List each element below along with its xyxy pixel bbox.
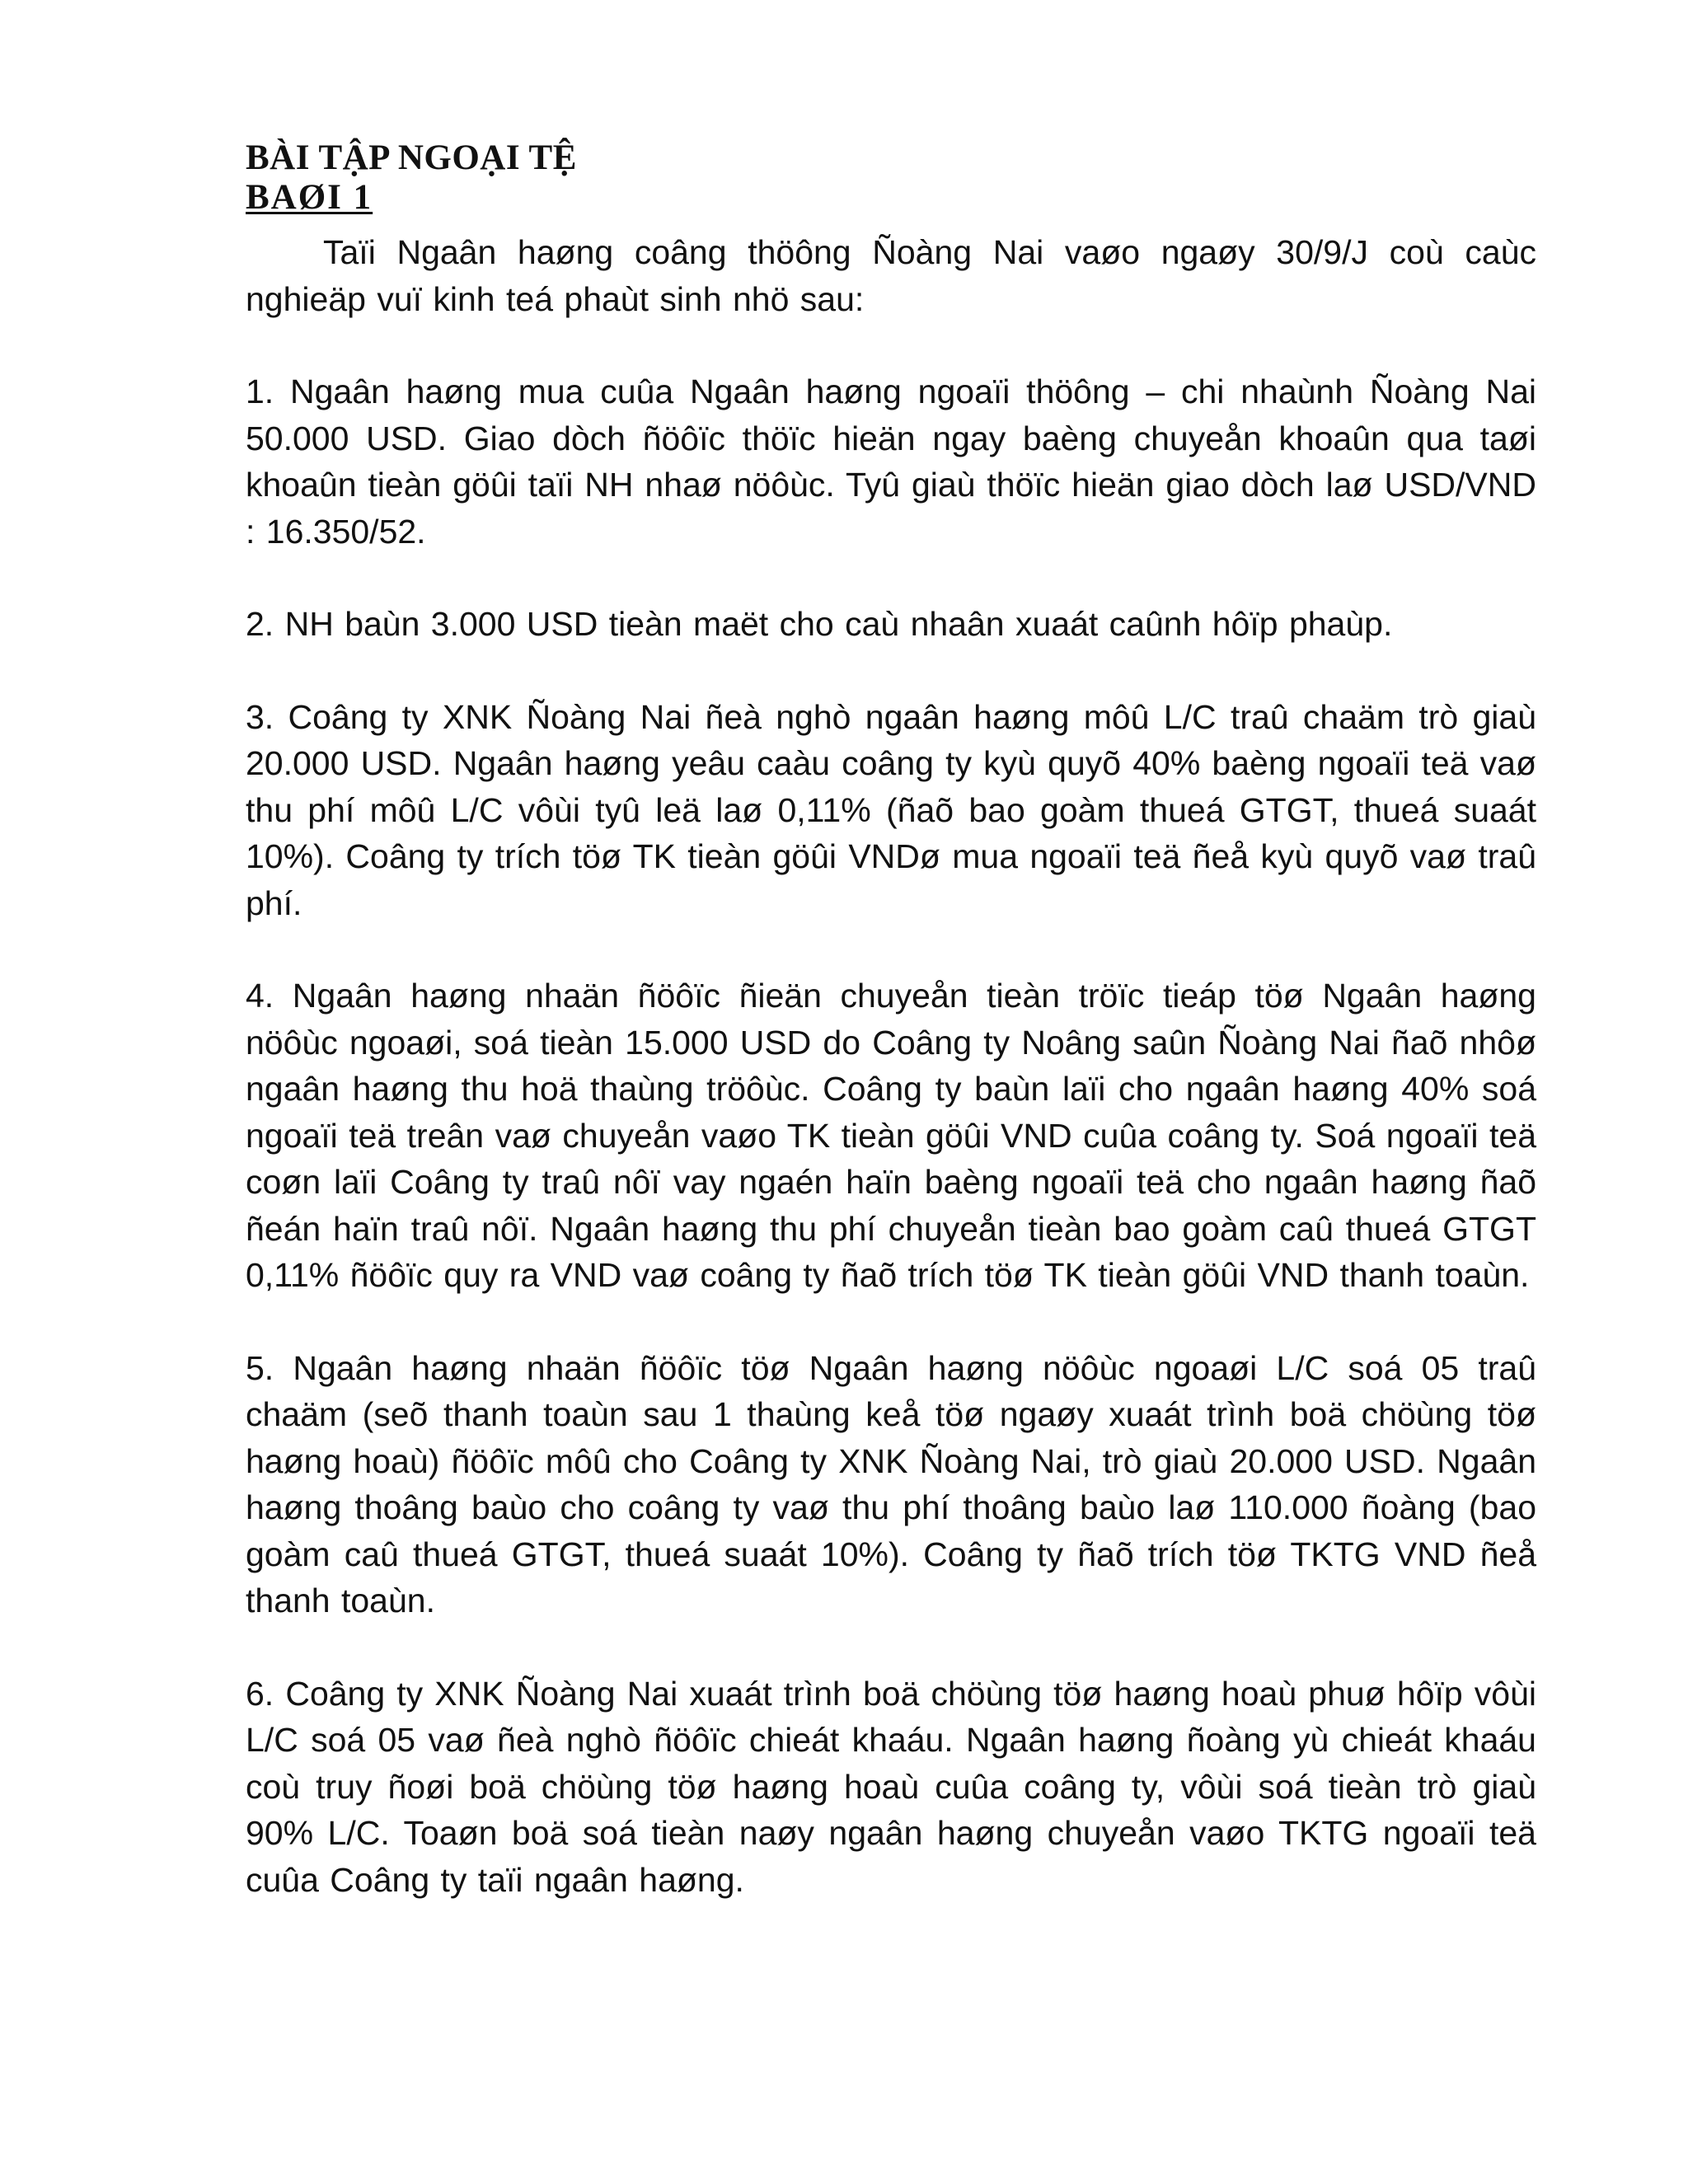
list-item: 3. Coâng ty XNK Ñoàng Nai ñeà nghò ngaân haøng môû L/C traû chaäm trò giaù 20.000 USD. Ngaân haøng yeâu caàu coâng ty kyù quyõ 40% baèng ngoaïi teä vaø thu phí môû L/C vôùi tyû leä laø 0,11% (ñaõ bao goàm thueá GTGT, thueá suaát 10%). Coâng ty trích töø TK tieàn göûi VNDø mua ngoaïi teä ñeå kyù quyõ vaø traû phí. xyxy=(246,697,1536,922)
document-title: BÀI TẬP NGOẠI TỆ xyxy=(246,138,577,177)
list-item: 1. Ngaân haøng mua cuûa Ngaân haøng ngoaïi thöông – chi nhaùnh Ñoàng Nai 50.000 USD. Giao dòch ñöôïc thöïc hieän ngay baèng chuyeån khoaûn qua taøi khoaûn tieàn göûi taïi NH nhaø nöôùc. Tyû giaù thöïc hieän giao dòch laø USD/VND : 16.350/52. xyxy=(246,373,1536,551)
list-item: 5. Ngaân haøng nhaän ñöôïc töø Ngaân haøng nöôùc ngoaøi L/C soá 05 traû chaäm (seõ thanh toaùn sau 1 thaùng keå töø ngaøy xuaát trình boä chöùng töø haøng hoaù) ñöôïc môû cho Coâng ty XNK Ñoàng Nai, trò giaù 20.000 USD. Ngaân haøng thoâng baùo cho coâng ty vaø thu phí thoâng baùo laø 110.000 ñoàng (bao goàm caû thueá GTGT, thueá suaát 10%). Coâng ty ñaõ trích töø TKTG VND ñeå thanh toaùn. xyxy=(246,1348,1536,1619)
list-item: 4. Ngaân haøng nhaän ñöôïc ñieän chuyeån tieàn tröïc tieáp töø Ngaân haøng nöôùc ngoaøi, soá tieàn 15.000 USD do Coâng ty Noâng saûn Ñoàng Nai ñaõ nhôø ngaân haøng thu hoä thaùng tröôùc. Coâng ty baùn laïi cho ngaân haøng 40% soá ngoaïi teä treân vaø chuyeån vaøo TK tieàn göûi VND cuûa coâng ty. Soá ngoaïi teä coøn laïi Coâng ty traû nôï vay ngaén haïn baèng ngoaïi teä cho ngaân haøng ñaõ ñeán haïn traû nôï. Ngaân haøng thu phí chuyeån tieàn bao goàm caû thueá GTGT 0,11% ñöôïc quy ra VND vaø coâng ty ñaõ trích töø TK tieàn göûi VND thanh toaùn. xyxy=(246,977,1536,1294)
intro-paragraph: Taïi Ngaân haøng coâng thöông Ñoàng Nai vaøo ngaøy 30/9/J coù caùc nghieäp vuï kinh teá phaùt sinh nhö sau: xyxy=(246,233,1536,318)
document-page xyxy=(246,138,1536,1949)
list-item: 6. Coâng ty XNK Ñoàng Nai xuaát trình boä chöùng töø haøng hoaù phuø hôïp vôùi L/C soá 05 vaø ñeà nghò ñöôïc chieát khaáu. Ngaân haøng ñoàng yù chieát khaáu coù truy ñoøi boä chöùng töø haøng hoaù cuûa coâng ty, vôùi soá tieàn trò giaù 90% L/C. Toaøn boä soá tieàn naøy ngaân haøng chuyeån vaøo TKTG ngoaïi teä cuûa Coâng ty taïi ngaân haøng. xyxy=(246,1674,1536,1899)
list-item: 2. NH baùn 3.000 USD tieàn maët cho caù nhaân xuaát caûnh hôïp phaùp. xyxy=(246,605,1393,643)
exercise-heading: BAØI 1 xyxy=(246,178,373,217)
